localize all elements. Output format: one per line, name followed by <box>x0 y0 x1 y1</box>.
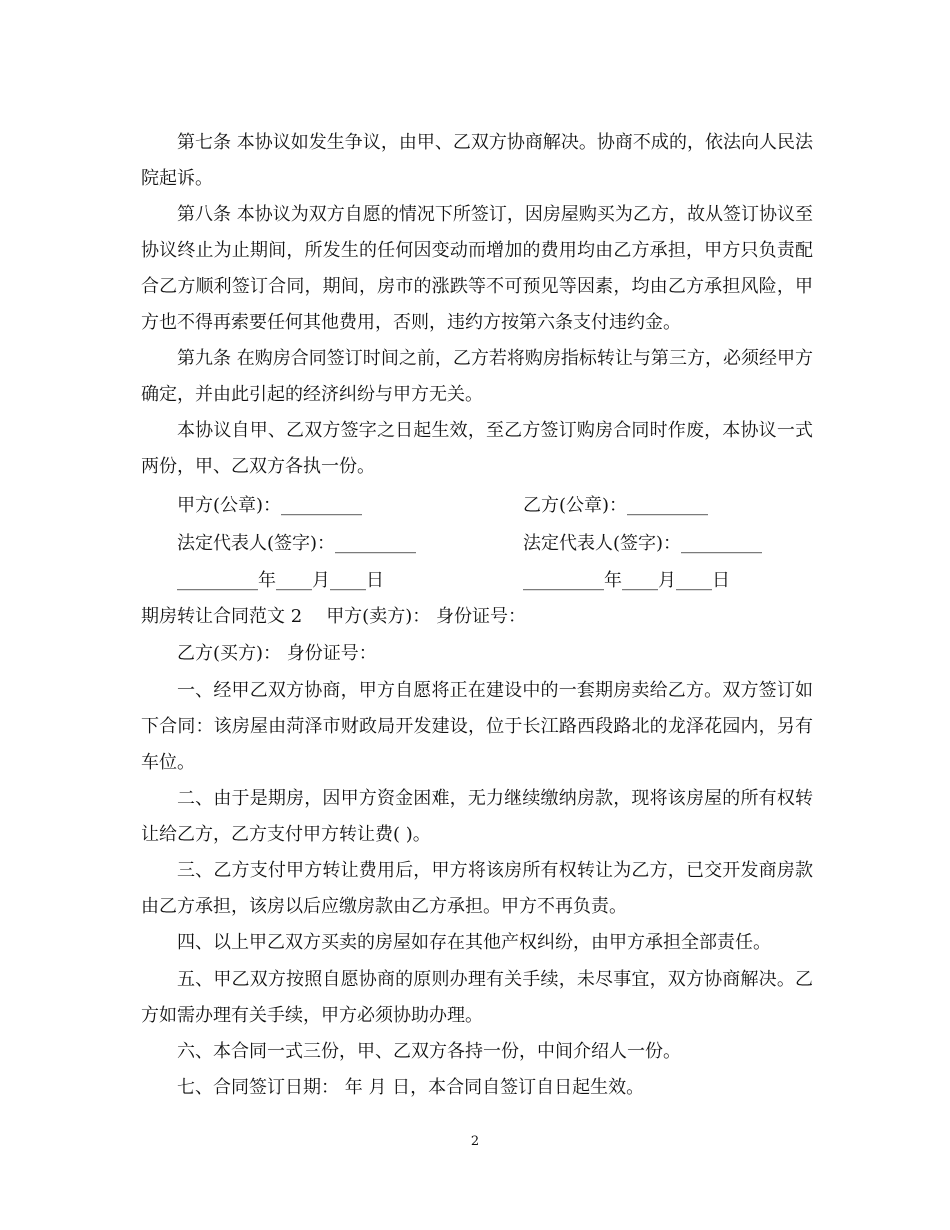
buyer-id-line: 乙方(买方)： 身份证号： <box>177 643 377 664</box>
party-a-date-line: _________年____月____日 <box>177 570 384 591</box>
party-a-seal-line: 甲方(公章)：_________ <box>177 495 363 516</box>
template-2-title: 期房转让合同范文 2 <box>141 606 303 627</box>
clause-1-paragraph: 一、经甲乙双方协商，甲方自愿将正在建设中的一套期房卖给乙方。双方签订如下合同：该房屋由菏泽市财政局开发建设，位于长江路西段路北的龙泽花园内，另有车位。 <box>141 680 813 773</box>
party-b-seal-line: 乙方(公章)：_________ <box>523 495 709 516</box>
article-7-paragraph: 第七条 本协议如发生争议，由甲、乙双方协商解决。协商不成的，依法向人民法院起诉。 <box>141 132 813 189</box>
party-b-representative-line: 法定代表人(签字)：_________ <box>523 533 763 554</box>
clause-2-paragraph: 二、由于是期房，因甲方资金困难，无力继续缴纳房款，现将该房屋的所有权转让给乙方，乙方支付甲方转让费( )。 <box>141 788 813 845</box>
clause-5-paragraph: 五、甲乙双方按照自愿协商的原则办理有关手续，未尽事宜，双方协商解决。乙方如需办理有关手续，甲方必须协助办理。 <box>141 969 813 1026</box>
clause-4-paragraph: 四、以上甲乙双方买卖的房屋如存在其他产权纠纷，由甲方承担全部责任。 <box>177 932 771 953</box>
seller-id-line: 甲方(卖方)： 身份证号： <box>326 606 526 627</box>
party-a-representative-line: 法定代表人(签字)：_________ <box>177 533 417 554</box>
effectiveness-paragraph: 本协议自甲、乙双方签字之日起生效，至乙方签订购房合同时作废，本协议一式两份，甲、乙双方各执一份。 <box>141 420 813 477</box>
article-8-paragraph: 第八条 本协议为双方自愿的情况下所签订，因房屋购买为乙方，故从签订协议至协议终止为止期间，所发生的任何因变动而增加的费用均由乙方承担，甲方只负责配合乙方顺利签订合同，期间，房市的涨跌等不可预见等因素，均由乙方承担风险，甲方也不得再索要任何其他费用，否则，违约方按第六条支付违约金。 <box>141 204 813 333</box>
article-9-paragraph: 第九条 在购房合同签订时间之前，乙方若将购房指标转让与第三方，必须经甲方确定，并由此引起的经济纠纷与甲方无关。 <box>141 348 813 405</box>
clause-7-paragraph: 七、合同签订日期： 年 月 日，本合同自签订自日起生效。 <box>177 1077 645 1098</box>
clause-6-paragraph: 六、本合同一式三份，甲、乙双方各持一份，中间介绍人一份。 <box>177 1041 681 1062</box>
party-b-date-line: _________年____月____日 <box>523 570 730 591</box>
template-2-heading <box>141 599 526 635</box>
page-number: 2 <box>470 1134 480 1149</box>
clause-3-paragraph: 三、乙方支付甲方转让费用后，甲方将该房所有权转让为乙方，已交开发商房款由乙方承担，该房以后应缴房款由乙方承担。甲方不再负责。 <box>141 860 813 917</box>
